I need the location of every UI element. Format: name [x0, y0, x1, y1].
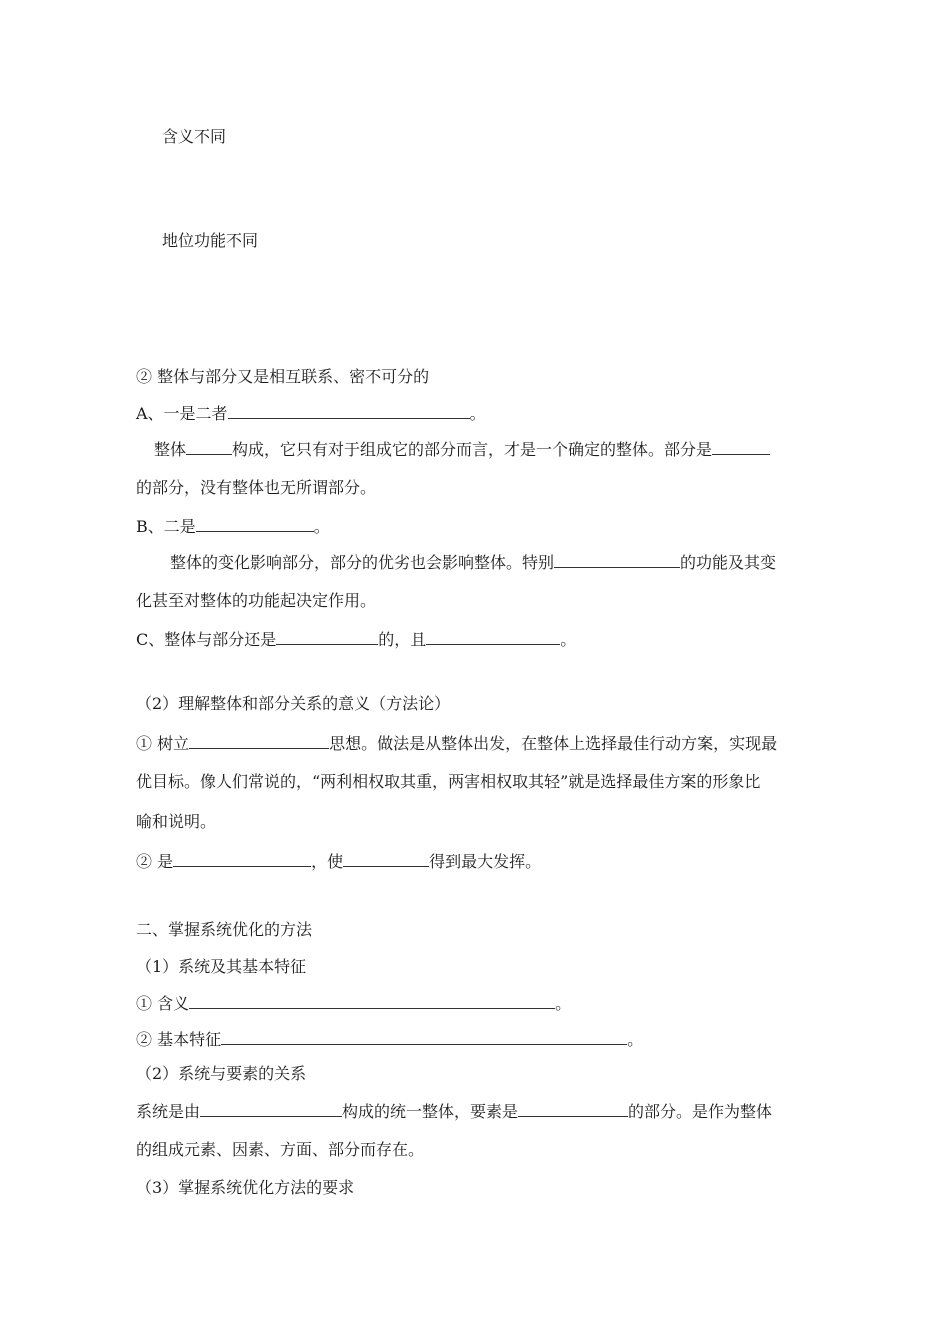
system-relation-line2: 的组成元素、因素、方面、部分而存在。 — [136, 1140, 425, 1159]
system-relation-line1 — [136, 1099, 836, 1123]
relation-heading: ② 整体与部分又是相互联系、密不可分的 — [136, 367, 430, 386]
fill-blank[interactable] — [518, 1099, 628, 1117]
paragraph-text: 得到最大发挥。 — [429, 852, 542, 871]
relation-b-label: B、二是 — [136, 517, 196, 536]
paragraph-text: 的部分。是作为整体 — [628, 1102, 773, 1121]
section2-subheading-1: （1）系统及其基本特征 — [136, 957, 307, 976]
role-difference-text: 地位功能不同 — [162, 231, 259, 250]
fill-blank[interactable] — [228, 401, 470, 419]
relation-a-paragraph-line1 — [154, 437, 854, 461]
fill-blank[interactable] — [554, 550, 680, 568]
period: 。 — [627, 1030, 644, 1049]
fill-blank[interactable] — [221, 1027, 627, 1045]
fill-blank[interactable] — [196, 514, 314, 532]
paragraph-text: 整体 — [154, 440, 187, 459]
relation-b-paragraph-line1 — [170, 550, 870, 574]
paragraph-text: ② 基本特征 — [136, 1030, 222, 1049]
relation-b-line — [136, 514, 836, 538]
fill-blank[interactable] — [186, 437, 232, 455]
fill-blank[interactable] — [189, 991, 555, 1009]
method-line4 — [136, 849, 836, 873]
fill-blank[interactable] — [343, 849, 429, 867]
section2-subheading-3: （3）掌握系统优化方法的要求 — [136, 1178, 355, 1197]
fill-blank[interactable] — [712, 437, 770, 455]
paragraph-text: ① 树立 — [136, 734, 190, 753]
method-line1 — [136, 731, 836, 755]
relation-a-line — [136, 401, 836, 425]
fill-blank[interactable] — [200, 1099, 342, 1117]
fill-blank[interactable] — [426, 627, 560, 645]
fill-blank[interactable] — [276, 627, 378, 645]
fill-blank[interactable] — [173, 849, 311, 867]
period: 。 — [313, 517, 330, 536]
paragraph-text: 思想。做法是从整体出发，在整体上选择最佳行动方案，实现最 — [329, 734, 778, 753]
section2-subheading-2: （2）系统与要素的关系 — [136, 1064, 307, 1083]
period: 。 — [555, 994, 572, 1013]
system-meaning-line — [136, 991, 836, 1015]
relation-c-label: C、整体与部分还是 — [136, 630, 277, 649]
section2-heading: 二、掌握系统优化的方法 — [136, 920, 313, 939]
relation-b-paragraph-line2: 化甚至对整体的功能起决定作用。 — [136, 591, 377, 610]
paragraph-text: 构成的统一整体，要素是 — [342, 1102, 519, 1121]
system-feature-line — [136, 1027, 836, 1051]
relation-c-line — [136, 627, 836, 651]
relation-a-paragraph-line2: 的部分，没有整体也无所谓部分。 — [136, 478, 377, 497]
method-line3: 喻和说明。 — [136, 812, 217, 831]
paragraph-text: ② 是 — [136, 852, 174, 871]
paragraph-text: 的，且 — [378, 630, 427, 649]
paragraph-text: 系统是由 — [136, 1102, 201, 1121]
period: 。 — [469, 404, 486, 423]
fill-blank[interactable] — [189, 731, 329, 749]
paragraph-text: ① 含义 — [136, 994, 190, 1013]
method-heading: （2）理解整体和部分关系的意义（方法论） — [136, 694, 451, 713]
method-line2: 优目标。像人们常说的，“两利相权取其重，两害相权取其轻”就是选择最佳方案的形象比 — [136, 772, 761, 791]
relation-a-label: A、一是二者 — [136, 404, 228, 423]
paragraph-text: ，使 — [311, 852, 344, 871]
paragraph-text: 整体的变化影响部分，部分的优劣也会影响整体。特别 — [170, 553, 555, 572]
period: 。 — [560, 630, 577, 649]
paragraph-text: 构成，它只有对于组成它的部分而言，才是一个确定的整体。部分是 — [232, 440, 713, 459]
meaning-difference-text: 含义不同 — [162, 127, 227, 146]
paragraph-text: 的功能及其变 — [680, 553, 777, 572]
